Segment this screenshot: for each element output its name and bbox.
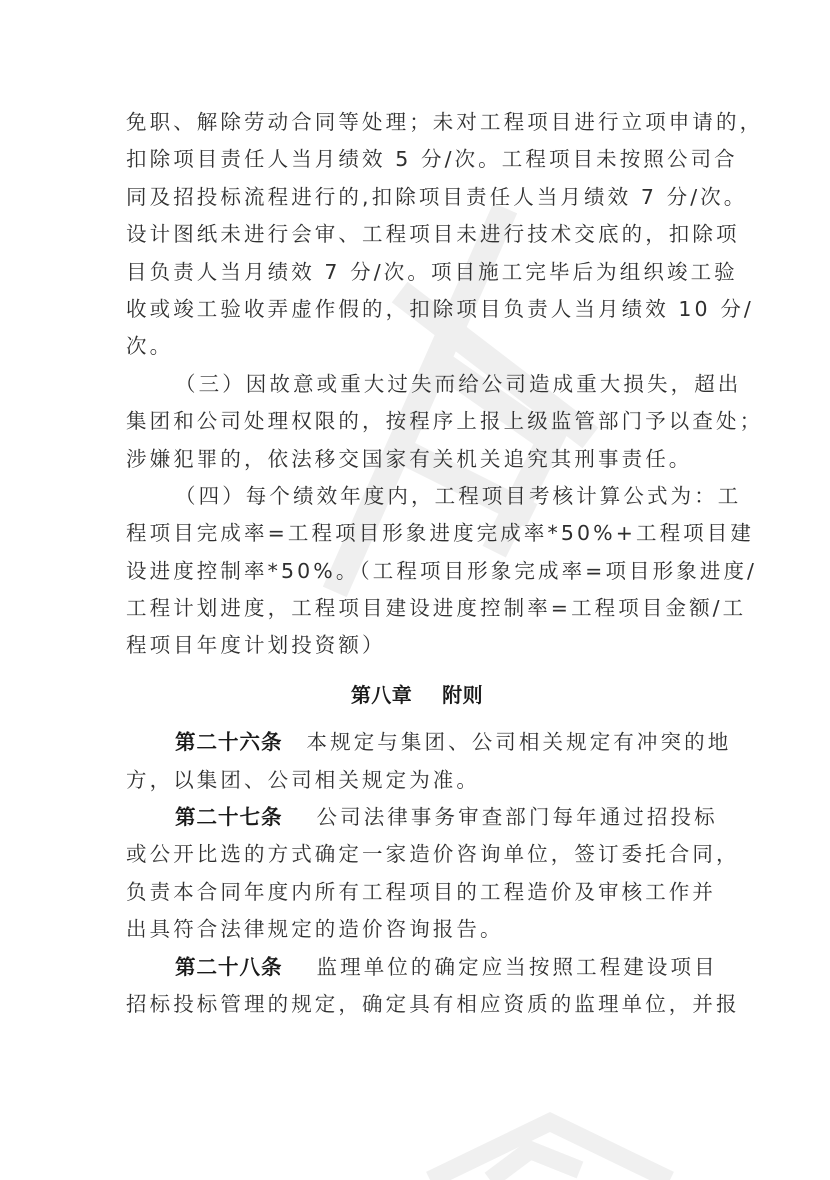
text-line: 目负责人当月绩效 7 分/次。项目施工完毕后为组织竣工验	[126, 259, 738, 284]
text-line: 程项目完成率=工程项目形象进度完成率*50%+工程项目建	[126, 521, 754, 546]
text-line: 出具符合法律规定的造价咨询报告。	[126, 917, 504, 942]
text-line: 集团和公司处理权限的，按程序上报上级监管部门予以查处；	[126, 409, 764, 434]
text-line: 方，以集团、公司相关规定为准。	[126, 767, 480, 792]
article-26	[126, 724, 732, 799]
text-line: 次。	[126, 334, 174, 359]
text-line: 工程计划进度，工程项目建设进度控制率=工程项目金额/工	[126, 596, 747, 621]
text-line: 设进度控制率*50%。（工程项目形象完成率=项目形象进度/	[126, 558, 758, 583]
watermark-logo-icon	[420, 1110, 680, 1180]
document-body	[126, 104, 764, 1023]
article-number: 第二十八条	[175, 954, 283, 979]
article-number: 第二十七条	[175, 805, 283, 830]
paragraph-item-3	[126, 366, 764, 478]
article-28	[126, 949, 740, 1024]
paragraph-continuation	[126, 104, 764, 366]
text-line: 同及招投标流程进行的,扣除项目责任人当月绩效 7 分/次。	[126, 184, 748, 209]
text-line: 招标投标管理的规定，确定具有相应资质的监理单位，并报	[126, 992, 740, 1016]
text-line: 免职、解除劳动合同等处理；未对工程项目进行立项申请的，	[126, 110, 764, 134]
text-line: 收或竣工验收弄虚作假的，扣除项目负责人当月绩效 10 分/	[126, 296, 754, 321]
text-line: 设计图纸未进行会审、工程项目未进行技术交底的，扣除项	[126, 222, 740, 247]
article-text: 本规定与集团、公司相关规定有冲突的地	[306, 730, 732, 755]
text-line	[126, 724, 732, 761]
text-line: 程项目年度计划投资额）	[126, 633, 386, 658]
article-27	[126, 799, 740, 949]
article-number: 第二十六条	[175, 730, 283, 755]
article-text: 监理单位的确定应当按照工程建设项目	[316, 954, 718, 979]
text-line: （四）每个绩效年度内，工程项目考核计算公式为：工	[175, 483, 742, 508]
text-line: 扣除项目责任人当月绩效 5 分/次。工程项目未按照公司合	[126, 147, 738, 172]
text-line: （三）因故意或重大过失而给公司造成重大损失，超出	[175, 371, 742, 396]
text-line	[126, 949, 718, 986]
text-line: 负责本合同年度内所有工程项目的工程造价及审核工作并	[126, 879, 716, 904]
chapter-heading: 第八章 附则	[350, 682, 484, 707]
paragraph-item-4	[126, 478, 758, 665]
text-line: 涉嫌犯罪的，依法移交国家有关机关追究其刑事责任。	[126, 446, 693, 471]
text-line: 或公开比选的方式确定一家造价咨询单位，签订委托合同，	[126, 842, 740, 867]
text-line	[126, 799, 718, 836]
article-text: 公司法律事务审查部门每年通过招投标	[316, 805, 718, 830]
